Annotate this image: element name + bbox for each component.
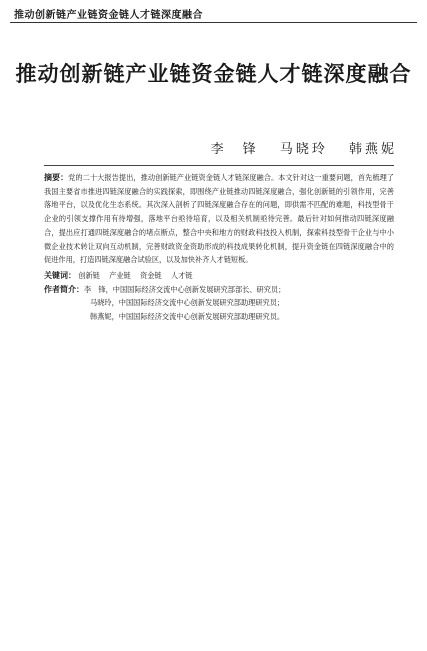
paper-title: 推动创新链产业链资金链人才链深度融合: [15, 62, 412, 86]
running-header: 推动创新链产业链资金链人才链深度融合: [14, 10, 203, 21]
author-intro-text: 李 锋，中国国际经济交流中心创新发展研究部部长、研究员；: [84, 284, 286, 294]
keywords-row: [44, 269, 394, 283]
keyword: 创新链: [78, 270, 100, 280]
author-intro-label: 作者简介：: [44, 284, 84, 294]
keywords-label: 关键词：: [44, 270, 76, 280]
author-intro-line: 马晓玲，中国国际经济交流中心创新发展研究部助理研究员；: [90, 298, 285, 308]
author-name: 李 锋: [210, 142, 259, 157]
abstract-paragraph: [44, 171, 394, 267]
author-name: 韩燕妮: [348, 142, 397, 157]
author-intro-line: 韩燕妮，中国国际经济交流中心创新发展研究部助理研究员。: [90, 312, 285, 322]
abstract-section: [44, 165, 394, 324]
author-name: 马晓玲: [279, 142, 328, 157]
keyword: 产业链: [109, 270, 131, 280]
author-intro: [44, 283, 394, 324]
author-list: [197, 138, 397, 157]
abstract-label: 摘要：: [44, 173, 69, 182]
header-divider: [10, 22, 417, 23]
keyword: 人才链: [170, 270, 193, 280]
keyword: 资金链: [140, 270, 162, 280]
abstract-text: 党的二十大报告提出，推动创新链产业链资金链人才链深度融合。本文针对这一重要问题，首先梳理了我国主要省市推进四链深度融合的实践探索，即围绕产业链推动四链深度融合，强化创新链的引领作用，完善落地平台，以及优化生态系统。其次深入剖析了四链深度融合存在的问题，即供需不匹配的难题，科技型骨干企业的引领支撑作用有待增强，落地平台亟待培育，以及相关机制亟待完善。最后针对如何推动四链深度融合，提出应打通四链深度融合的堵点断点，整合中央和地方的财政科技投入机制，探索科技型骨干企业与中小微企业技术转让双向互动机制，完善财政资金资助形成的科技成果转化机制，提升资金链在四链深度融合中的促进作用，打造四链深度融合试验区，以及加快补齐人才链短板。: [44, 173, 394, 265]
author-intro-line: [44, 283, 394, 297]
